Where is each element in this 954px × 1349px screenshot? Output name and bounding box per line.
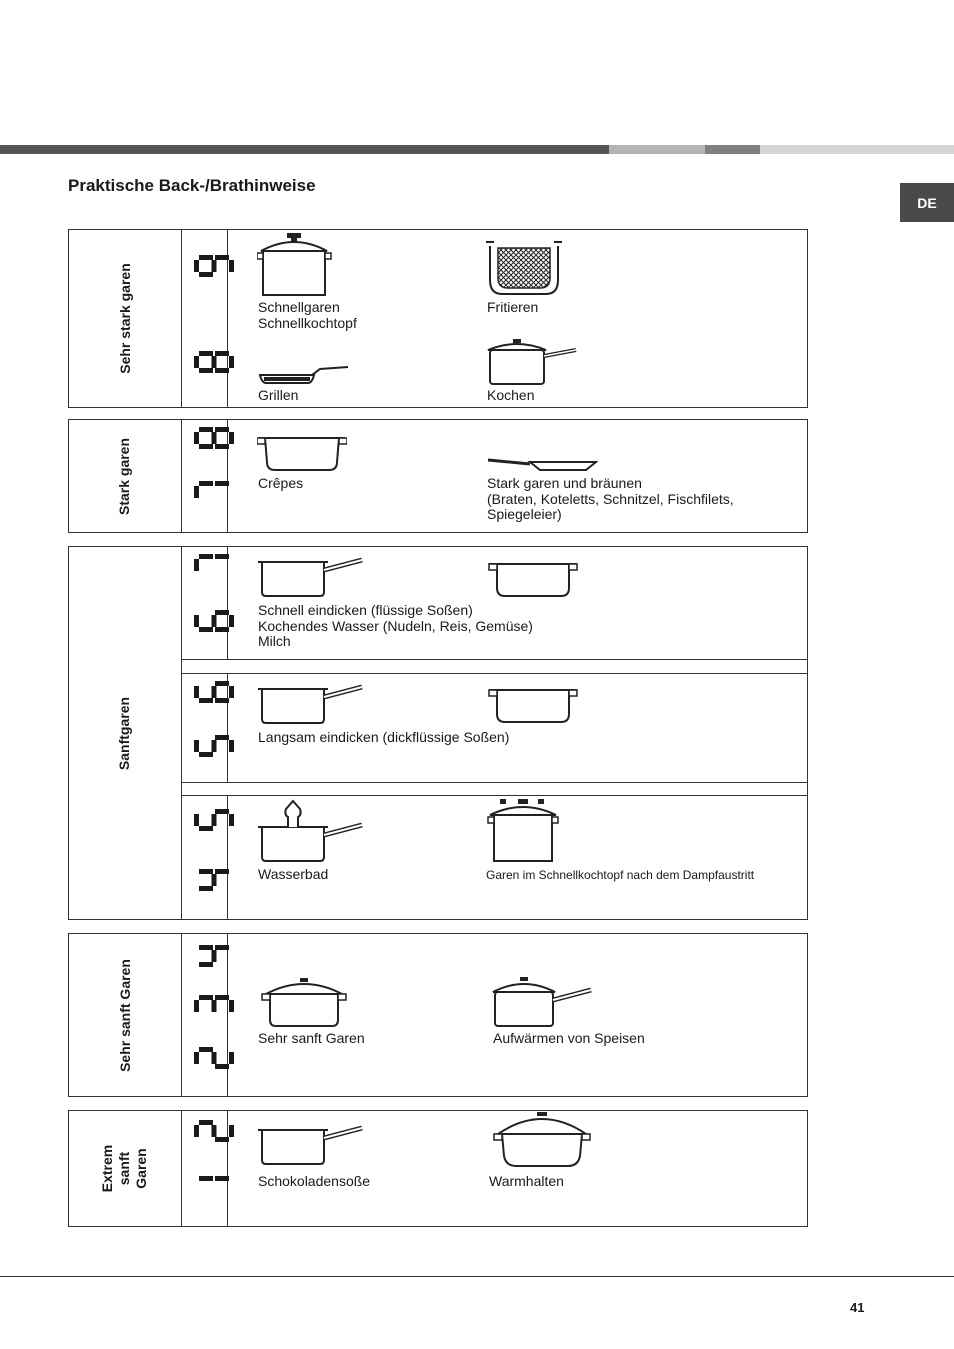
cooking-method-label: Aufwärmen von Speisen	[493, 1030, 645, 1046]
digit-segment	[212, 686, 217, 698]
digit-segment	[215, 1064, 229, 1069]
digit-segment	[194, 1052, 199, 1064]
digit-segment	[194, 486, 199, 498]
digit-segment	[215, 995, 229, 1000]
saucepan-lid-icon	[491, 976, 593, 1028]
digit-segment	[194, 740, 199, 752]
frying-pan-icon	[486, 456, 598, 472]
cooking-method-label: Stark garen und bräunen (Braten, Koteletts, Schnitzel, Fischfilets, Spiegeleier)	[487, 475, 734, 522]
row-divider	[181, 659, 808, 660]
level-digit	[194, 681, 234, 703]
digit-segment	[199, 627, 213, 632]
level-digit	[194, 255, 234, 277]
digit-segment	[229, 615, 234, 627]
pot-icon	[487, 686, 579, 724]
digit-segment	[215, 627, 229, 632]
digit-segment	[212, 740, 217, 752]
pressure-cooker-icon	[257, 231, 335, 297]
digit-segment	[199, 255, 213, 260]
digit-segment	[199, 945, 213, 950]
cooking-method-label: Kochen	[487, 387, 535, 403]
pot-lid-icon	[260, 976, 348, 1028]
section-label: Stark garen	[116, 437, 133, 515]
level-digit	[194, 481, 234, 503]
level-digit	[194, 1047, 234, 1069]
cooking-method-label: Crêpes	[258, 475, 304, 491]
page-title: Praktische Back-/Brathinweise	[68, 176, 316, 195]
pressure-cooker-icon	[486, 797, 560, 863]
row-divider	[68, 407, 808, 408]
digit-segment	[194, 260, 199, 272]
digit-segment	[215, 481, 229, 486]
power-level-display	[182, 673, 227, 783]
digit-segment	[215, 554, 229, 559]
cooking-method-label: Schnellgaren Schnellkochtopf	[258, 299, 357, 331]
digit-segment	[212, 1052, 217, 1064]
digit-segment	[199, 1176, 213, 1181]
digit-segment	[212, 1125, 217, 1137]
cooking-method-label: Wasserbad	[258, 866, 329, 882]
cooking-method-label: Langsam eindicken (dickflüssige Soßen)	[258, 729, 510, 745]
power-level-display	[182, 419, 227, 533]
digit-segment	[199, 886, 213, 891]
section-label: Sanftgaren	[116, 696, 133, 770]
double-boiler-icon	[258, 799, 364, 863]
digit-segment	[212, 874, 217, 886]
section-label: Extrem sanft Garen	[99, 1144, 150, 1193]
row-divider	[181, 919, 808, 920]
grill-pan-icon	[258, 365, 350, 385]
level-digit	[194, 427, 234, 449]
fryer-basket-icon	[486, 240, 564, 296]
digit-segment	[194, 1000, 199, 1012]
digit-segment	[199, 995, 213, 1000]
digit-segment	[194, 559, 199, 571]
power-level-display	[182, 933, 227, 1097]
top-color-bar	[0, 145, 954, 154]
power-level-display	[182, 229, 227, 408]
digit-segment	[229, 356, 234, 368]
top-bar-segment	[705, 145, 760, 154]
digit-segment	[215, 1137, 229, 1142]
digit-segment	[199, 962, 213, 967]
digit-segment	[199, 869, 213, 874]
cooking-method-label: Garen im Schnellkochtopf nach dem Dampfaustritt	[486, 868, 755, 882]
digit-segment	[194, 615, 199, 627]
digit-segment	[215, 809, 229, 814]
saucepan-icon	[258, 1124, 364, 1166]
digit-segment	[215, 351, 229, 356]
digit-segment	[199, 1047, 213, 1052]
level-digit	[194, 351, 234, 373]
digit-segment	[199, 554, 213, 559]
row-divider	[181, 673, 808, 674]
digit-segment	[199, 272, 213, 277]
digit-segment	[194, 432, 199, 444]
digit-segment	[215, 1176, 229, 1181]
cooking-method-label: Warmhalten	[489, 1173, 564, 1189]
cooking-method-label: Grillen	[258, 387, 299, 403]
footer-rule	[0, 1276, 954, 1277]
section-label: Sehr stark garen	[116, 263, 133, 374]
top-bar-segment	[0, 145, 609, 154]
digit-segment	[199, 444, 213, 449]
cooking-method-label: Schokoladensoße	[258, 1173, 371, 1189]
row-divider	[68, 419, 808, 420]
digit-segment	[215, 735, 229, 740]
digit-segment	[229, 1000, 234, 1012]
digit-segment	[194, 686, 199, 698]
digit-segment	[215, 698, 229, 703]
row-divider	[181, 782, 808, 783]
digit-segment	[215, 869, 229, 874]
pot-icon	[487, 560, 579, 598]
level-digit	[194, 945, 234, 967]
digit-segment	[212, 356, 217, 368]
cooking-method-label: Fritieren	[487, 299, 539, 315]
cooking-method-label: Schnell eindicken (flüssige Soßen) Kochendes Wasser (Nudeln, Reis, Gemüse) Milch	[258, 602, 533, 649]
digit-segment	[215, 945, 229, 950]
section-label: Sehr sanft Garen	[116, 958, 133, 1072]
digit-segment	[199, 1120, 213, 1125]
digit-segment	[215, 427, 229, 432]
power-level-display	[182, 795, 227, 920]
level-digit	[194, 869, 234, 891]
digit-segment	[199, 826, 213, 831]
level-digit	[194, 610, 234, 632]
digit-segment	[199, 752, 213, 757]
wide-pot-lid-icon	[492, 1110, 592, 1168]
level-digit	[194, 735, 234, 757]
digit-segment	[229, 1125, 234, 1137]
digit-segment	[199, 368, 213, 373]
power-level-display	[182, 1110, 227, 1227]
language-badge: DE	[900, 183, 954, 222]
crepe-pan-icon	[257, 434, 347, 472]
page-number: 41	[850, 1300, 865, 1315]
top-bar-segment	[760, 145, 954, 154]
digit-segment	[212, 615, 217, 627]
digit-segment	[229, 260, 234, 272]
digit-segment	[199, 698, 213, 703]
cooking-method-label: Sehr sanft Garen	[258, 1030, 365, 1046]
power-level-display	[182, 546, 227, 660]
digit-segment	[229, 814, 234, 826]
digit-segment	[215, 444, 229, 449]
digit-segment	[212, 1000, 217, 1012]
level-digit	[194, 1176, 234, 1198]
digit-segment	[194, 1125, 199, 1137]
saucepan-icon	[258, 556, 364, 598]
digit-segment	[212, 260, 217, 272]
level-digit	[194, 995, 234, 1017]
level-digit	[194, 1120, 234, 1142]
digit-segment	[215, 681, 229, 686]
digit-segment	[199, 481, 213, 486]
saucepan-lid-icon	[486, 338, 578, 386]
digit-segment	[194, 814, 199, 826]
digit-segment	[229, 686, 234, 698]
level-digit	[194, 809, 234, 831]
digit-segment	[212, 814, 217, 826]
digit-segment	[215, 255, 229, 260]
digit-segment	[215, 368, 229, 373]
digit-segment	[194, 356, 199, 368]
digit-segment	[212, 432, 217, 444]
digit-segment	[212, 950, 217, 962]
digit-segment	[199, 351, 213, 356]
saucepan-icon	[258, 683, 364, 725]
digit-segment	[229, 432, 234, 444]
level-digit	[194, 554, 234, 576]
top-bar-segment	[609, 145, 705, 154]
digit-segment	[199, 427, 213, 432]
digit-segment	[229, 740, 234, 752]
digit-segment	[215, 610, 229, 615]
row-divider	[181, 795, 808, 796]
digit-segment	[229, 1052, 234, 1064]
